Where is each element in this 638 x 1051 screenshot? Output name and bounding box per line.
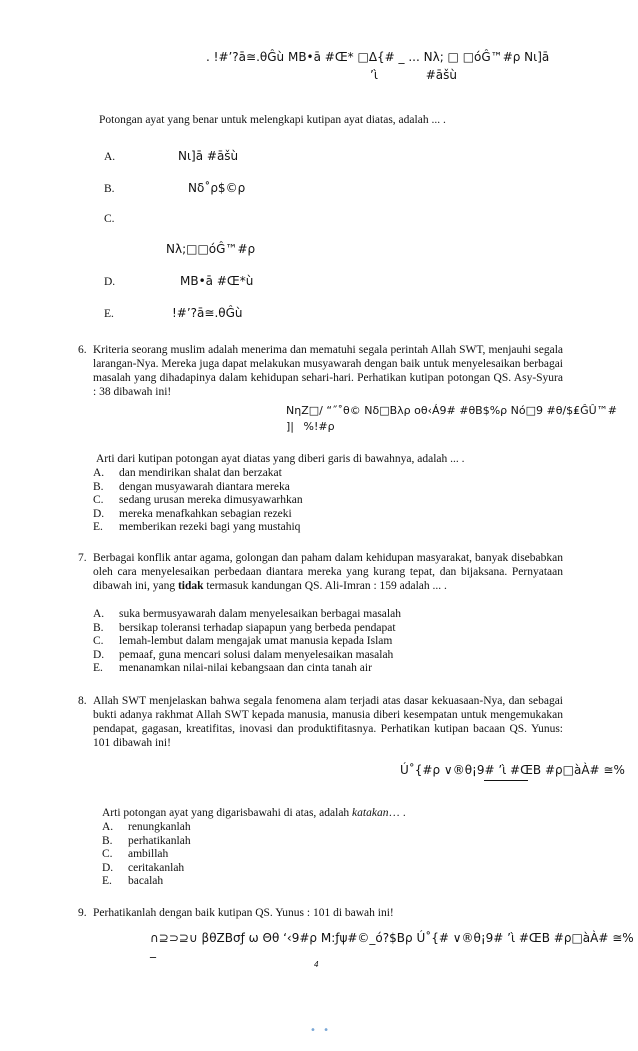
option-b — [93, 621, 401, 635]
question-text: Allah SWT menjelaskan bahwa segala fenomena alam terjadi atas dasar kekuasaan-Nya, dan sebagai bukti adanya rakhmat Allah SWT kepada manusia, manusia diberi kesempatan untuk mengemukakan pendapat, gagasan, kreatifitas, inovasi dan produktifitasnya. Perhatikan kutipan bacaan QS. Yunus: 101 dibawah ini! — [93, 695, 563, 749]
option-letter: B. — [102, 834, 113, 847]
option-d — [93, 648, 401, 662]
option-arabic: Nλ;□□óĜ™#ρ — [166, 242, 256, 256]
option-e — [93, 520, 303, 534]
option-a — [93, 607, 401, 621]
question-9 — [78, 906, 563, 920]
top-arabic-line2: ’ὶ #āšù — [370, 68, 457, 82]
q8-prompt-italic: katakan — [352, 807, 389, 819]
option-text: dengan musyawarah diantara mereka — [119, 480, 290, 493]
q8-options — [102, 820, 191, 888]
question-text-after: termasuk kandungan QS. Ali-Imran : 159 adalah ... . — [203, 580, 447, 592]
option-text: mereka menafkahkan sebagian rezeki — [119, 507, 292, 520]
option-arabic: !#’?ā≅.θĜù — [172, 306, 243, 320]
option-b — [102, 834, 191, 848]
option-letter: B. — [93, 621, 104, 634]
q7-options — [93, 607, 401, 675]
q8-arabic: Ú˚{#ρ ∨®θ¡9# ’ὶ #ŒB #ρ□àÀ# ≅% — [400, 763, 625, 777]
option-text: suka bermusyawarah dalam menyelesaikan berbagai masalah — [119, 608, 401, 620]
option-text: perhatikanlah — [128, 834, 191, 847]
option-d — [93, 507, 303, 521]
question-text: Kriteria seorang muslim adalah menerima dan mematuhi segala perintah Allah SWT, menjauhi segala larangan-Nya. Mereka juga dapat melakukan musyawarah dengan baik untuk menyelesaikan berbagai masalah yang dihadapinya dalam kehidupan sehari-hari. Perhatikan kutipan potongan QS. Asy-Syura : 38 dibawah ini! — [93, 344, 563, 398]
option-a — [102, 820, 191, 834]
option-a — [93, 466, 303, 480]
question-text — [93, 551, 563, 593]
option-text: renungkanlah — [128, 821, 191, 833]
option-text: memberikan rezeki bagi yang mustahiq — [119, 521, 301, 533]
footer-dots: • • — [310, 1025, 331, 1036]
option-text: ambillah — [128, 848, 169, 860]
q8-prompt-after: … . — [388, 807, 406, 819]
q9-arabic-line2: _ — [150, 944, 156, 958]
question-number: 7. — [78, 552, 87, 564]
q6-arabic-line2: ]| %!#ρ — [286, 420, 335, 433]
option-letter: C. — [93, 494, 104, 506]
option-text: pemaaf, guna mencari solusi dalam menyelesaikan masalah — [119, 648, 394, 661]
option-letter: A. — [102, 821, 114, 833]
q8-arabic-underline — [484, 780, 528, 781]
option-c — [102, 847, 191, 861]
option-letter: E. — [93, 521, 103, 533]
option-letter: B. — [104, 183, 115, 195]
option-letter: D. — [104, 276, 116, 288]
option-letter: E. — [93, 662, 103, 674]
q8-prompt — [102, 806, 406, 820]
option-letter: A. — [104, 151, 116, 163]
q6-prompt: Arti dari kutipan potongan ayat diatas yang diberi garis di bawahnya, adalah ... . — [96, 453, 465, 465]
option-e — [102, 874, 191, 888]
option-text: bersikap toleransi terhadap siapapun yang berbeda pendapat — [119, 621, 396, 634]
q8-prompt-before: Arti potongan ayat yang digarisbawahi di atas, adalah — [102, 807, 353, 819]
option-arabic: Nδ˚ρ$©ρ — [188, 181, 246, 195]
option-letter: B. — [93, 480, 104, 493]
option-text: bacalah — [128, 875, 164, 887]
option-text: menanamkan nilai-nilai kebangsaan dan cinta tanah air — [119, 662, 372, 674]
prev-question-text: Potongan ayat yang benar untuk melengkapi kutipan ayat diatas, adalah ... . — [99, 114, 446, 126]
option-letter: E. — [102, 875, 112, 887]
option-letter: E. — [104, 308, 114, 320]
option-d — [102, 861, 191, 875]
page-number: 4 — [314, 960, 319, 969]
q6-arabic-line1: NηZ□/ “˝˚θ© Nδ□Bλρ oθ‹Á9# #θB$%ρ Nó□9 #θ/$₤ĜÛ™# — [286, 404, 617, 417]
option-text: lemah-lembut dalam mengajak umat manusia kepada Islam — [119, 635, 393, 647]
option-letter: D. — [102, 861, 114, 874]
question-6 — [78, 343, 563, 399]
option-arabic: MB•ā #Œ*ù — [180, 274, 254, 288]
option-text: sedang urusan mereka dimusyawarhkan — [119, 494, 303, 506]
option-letter: D. — [93, 507, 105, 520]
question-7 — [78, 551, 563, 593]
option-c — [93, 634, 401, 648]
option-text: dan mendirikan shalat dan berzakat — [119, 467, 282, 479]
option-c — [93, 493, 303, 507]
question-text-bold: tidak — [177, 580, 204, 592]
q6-options — [93, 466, 303, 534]
question-text-before: Berbagai konflik antar agama, golongan dan paham dalam kehidupan masyarakat, banyak disebabkan oleh cara menyelesaikan perbedaan diantara mereka yang kurang tepat, dan bijaksana. Pernyataan dibawah ini, yang — [93, 552, 563, 592]
option-arabic: Nι]ā #āšù — [178, 149, 239, 163]
question-number: 6. — [78, 344, 87, 356]
option-text: ceritakanlah — [128, 861, 185, 874]
option-letter: D. — [93, 648, 105, 661]
option-letter: A. — [93, 467, 105, 479]
option-b — [93, 480, 303, 494]
option-letter: C. — [93, 635, 104, 647]
option-letter: A. — [93, 608, 105, 620]
option-letter: C. — [104, 213, 115, 225]
question-number: 9. — [78, 907, 87, 919]
top-arabic-line1: . !#’?ā≅.θĜù MB•ā #Œ* □Δ{# _ ... Nλ; □ □óĜ™#ρ Nι]ā — [206, 50, 550, 64]
question-number: 8. — [78, 695, 87, 707]
option-e — [93, 661, 401, 675]
q9-arabic: ∩⊇⊃⊇∪ βθZBσƒ ω Θθ ‘‹9#ρ M:ƒψ#©_ó?$Bρ Ú˚{# ∨®θ¡9# ’ὶ #ŒB #ρ□àÀ# ≅% — [150, 931, 634, 945]
question-text: Perhatikanlah dengan baik kutipan QS. Yunus : 101 di bawah ini! — [93, 907, 394, 919]
question-8 — [78, 694, 563, 750]
option-letter: C. — [102, 848, 113, 860]
